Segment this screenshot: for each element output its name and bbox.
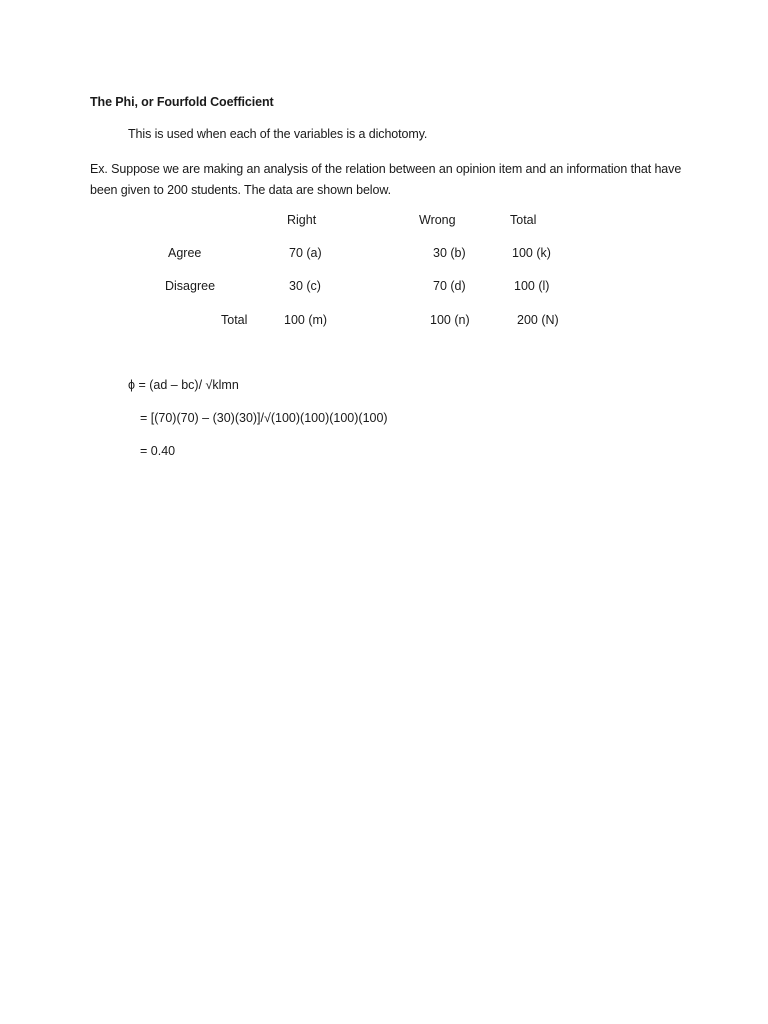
cell-agree-right: 70 (a) xyxy=(289,246,322,260)
intro-text: This is used when each of the variables is a dichotomy. xyxy=(128,127,428,141)
header-total: Total xyxy=(510,213,537,227)
cell-disagree-wrong: 70 (d) xyxy=(433,279,466,293)
row-label-disagree: Disagree xyxy=(165,279,216,293)
cell-agree-total: 100 (k) xyxy=(512,246,551,260)
formula-result: = 0.40 xyxy=(140,444,176,458)
cell-disagree-total: 100 (l) xyxy=(514,279,550,293)
document-title: The Phi, or Fourfold Coefficient xyxy=(90,95,274,109)
header-right: Right xyxy=(287,213,317,227)
example-paragraph: Ex. Suppose we are making an analysis of the relation between an opinion item and an information that have been given to 200 students. The data are shown below. xyxy=(90,162,682,197)
cell-agree-wrong: 30 (b) xyxy=(433,246,466,260)
row-label-total: Total xyxy=(221,313,248,327)
cell-total-right: 100 (m) xyxy=(284,313,328,327)
formula-definition: ϕ = (ad – bc)/ √klmn xyxy=(128,378,239,392)
header-wrong: Wrong xyxy=(419,213,456,227)
cell-total-total: 200 (N) xyxy=(517,313,559,327)
cell-disagree-right: 30 (c) xyxy=(289,279,321,293)
row-label-agree: Agree xyxy=(168,246,202,260)
formula-substitution: = [(70)(70) – (30)(30)]/√(100)(100)(100)(100) xyxy=(140,411,388,425)
cell-total-wrong: 100 (n) xyxy=(430,313,470,327)
